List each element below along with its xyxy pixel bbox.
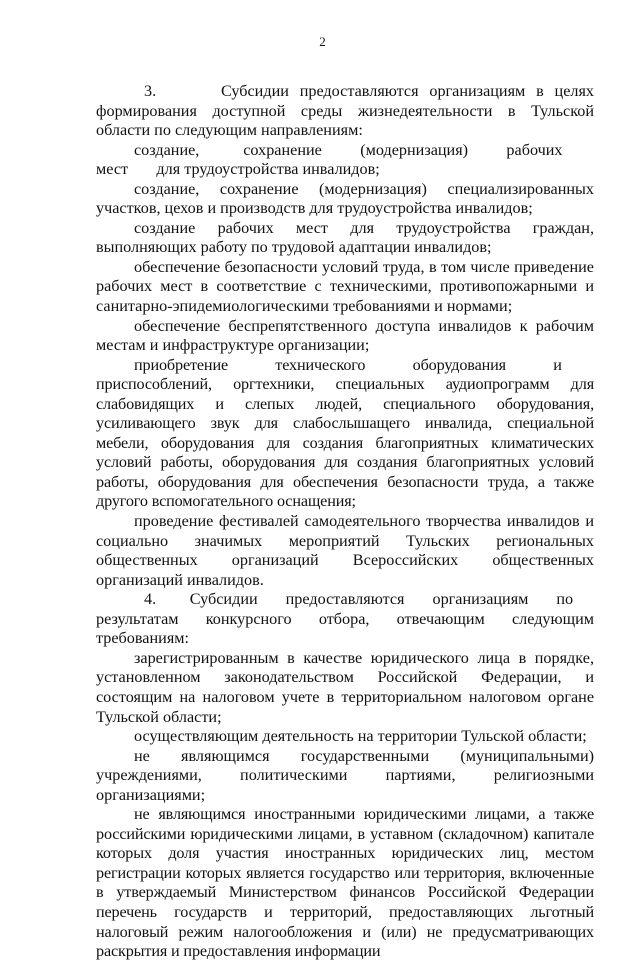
requirement-territory: осуществляющим деятельность на территории Тульской области; — [134, 727, 587, 746]
list-item-adaptation-jobs: создание рабочих мест для трудоустройства граждан, выполняющих работу по трудовой адаптации инвалидов; — [96, 218, 594, 257]
list-item-safety: обеспечение безопасности условий труда, в том числе приведение рабочих мест в соответствие с техническими, противопожарными и санитарно-эпидемиологическими требованиями и нормами; — [96, 257, 594, 316]
list-item-access: обеспечение беспрепятственного доступа инвалидов к рабочим местам и инфраструктуре организации; — [96, 316, 594, 355]
list-item-workplaces: создание, сохранение (модернизация) рабочих мест для трудоустройства инвалидов; — [96, 140, 594, 179]
requirement-not-state: не являющимся государственными (муниципальными) учреждениями, политическими партиями, религиозными организациями; — [96, 746, 594, 804]
page-number: 2 — [319, 34, 326, 49]
list-item-equipment: приобретение технического оборудования и приспособлений, оргтехники, специальных аудиопрограмм для слабовидящих и слепых людей, специального оборудования, усиливающего звук для слабослышащего инвалида, специальной мебели, оборудования для создания благоприятных климатических условий работы, оборудования для создания благоприятных условий работы, оборудования для обеспечения безопасности труда, а также другого вспомогательного оснащения; — [96, 355, 594, 511]
list-item-specialized-sites: создание, сохранение (модернизация) специализированных участков, цехов и производств для трудоустройства инвалидов; — [96, 179, 594, 218]
list-item-festivals: проведение фестивалей самодеятельного творчества инвалидов и социально значимых мероприятий Тульских региональных общественных организаций Всероссийских общественных организаций инвалидов. — [96, 512, 594, 589]
requirement-registered: зарегистрированным в качестве юридического лица в порядке, установленном законодательством Российской Федерации, и состоящим на налоговом учете в территориальном налоговом органе Тульской области; — [96, 648, 594, 726]
paragraph-4-requirements: 4. Субсидии предоставляются организациям по результатам конкурсного отбора, отвечающим следующим требованиям: — [96, 590, 594, 648]
requirement-not-foreign: не являющимся иностранными юридическими лицами, а также российскими юридическими лицами, в уставном (складочном) капитале которых доля участия иностранных юридических лиц, местом регистрации которых является государство или территория, включенные в утверждаемый Министерством финансов Российской Федерации перечень государств и территорий, предоставляющих льготный налоговый режим налогообложения и (или) не предусматривающих раскрытия и предоставления информации — [96, 805, 594, 961]
paragraph-3-subsidies-purpose: 3. Субсидии предоставляются организациям в целях формирования доступной среды жизнедеятельности в Тульской области по следующим направлениям: — [96, 82, 594, 140]
document-body — [96, 82, 594, 962]
